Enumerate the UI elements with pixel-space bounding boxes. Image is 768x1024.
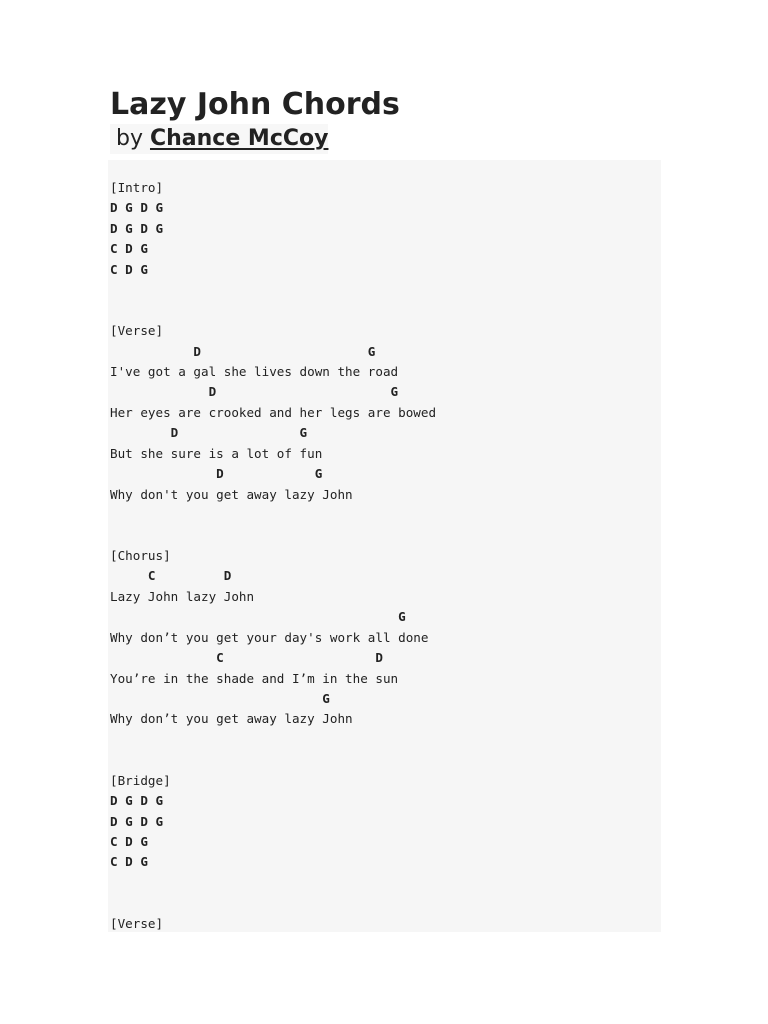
chord-line: C D G [110, 834, 148, 849]
blank-line [110, 750, 436, 770]
lyric-line: You’re in the shade and I’m in the sun [110, 670, 399, 686]
chord-line: G [110, 609, 406, 625]
chord-line: D G [110, 466, 323, 482]
chord-line: D G [110, 384, 399, 400]
chord-line: C D G [110, 241, 148, 257]
lyric-line: Why don’t you get away lazy John [110, 711, 353, 727]
by-label: by [116, 126, 143, 151]
chord-line: C D G [110, 854, 148, 870]
section-header: [Chorus] [110, 547, 171, 563]
chord-line: C D [110, 650, 383, 666]
section-header: [Bridge] [110, 772, 171, 788]
chord-line: D G D G [110, 200, 164, 216]
chord-line: C D [110, 568, 232, 584]
blank-line [110, 893, 436, 913]
section-header: [Verse] [110, 915, 164, 931]
lyric-line: Why don’t you get your day's work all done [110, 629, 429, 645]
section-header: [Verse] [110, 323, 164, 339]
artist-link[interactable]: Chance McCoy [149, 126, 329, 151]
blank-line [110, 873, 436, 893]
chord-line: D G D G [110, 813, 164, 829]
byline [110, 124, 328, 154]
chord-line: D G [110, 343, 376, 359]
blank-line [110, 505, 436, 525]
chord-line: C D G [110, 261, 148, 277]
lyric-line: But she sure is a lot of fun [110, 445, 323, 461]
lyric-line: Lazy John lazy John [110, 588, 255, 604]
chord-line: D G [110, 425, 308, 441]
chord-line: G [110, 690, 330, 706]
lyric-line: Her eyes are crooked and her legs are bowed [110, 404, 437, 420]
lyric-line: I've got a gal she lives down the road [110, 363, 399, 379]
page-title: Lazy John Chords [110, 87, 400, 122]
blank-line [110, 280, 436, 300]
chord-sheet-lines [110, 178, 436, 932]
blank-line [110, 730, 436, 750]
section-header: [Intro] [110, 180, 164, 195]
lyric-line: Why don't you get away lazy John [110, 486, 353, 502]
chord-sheet [108, 160, 661, 932]
blank-line [110, 301, 436, 321]
chord-line: D G D G [110, 220, 164, 236]
chord-line: D G D G [110, 793, 164, 809]
blank-line [110, 525, 436, 545]
